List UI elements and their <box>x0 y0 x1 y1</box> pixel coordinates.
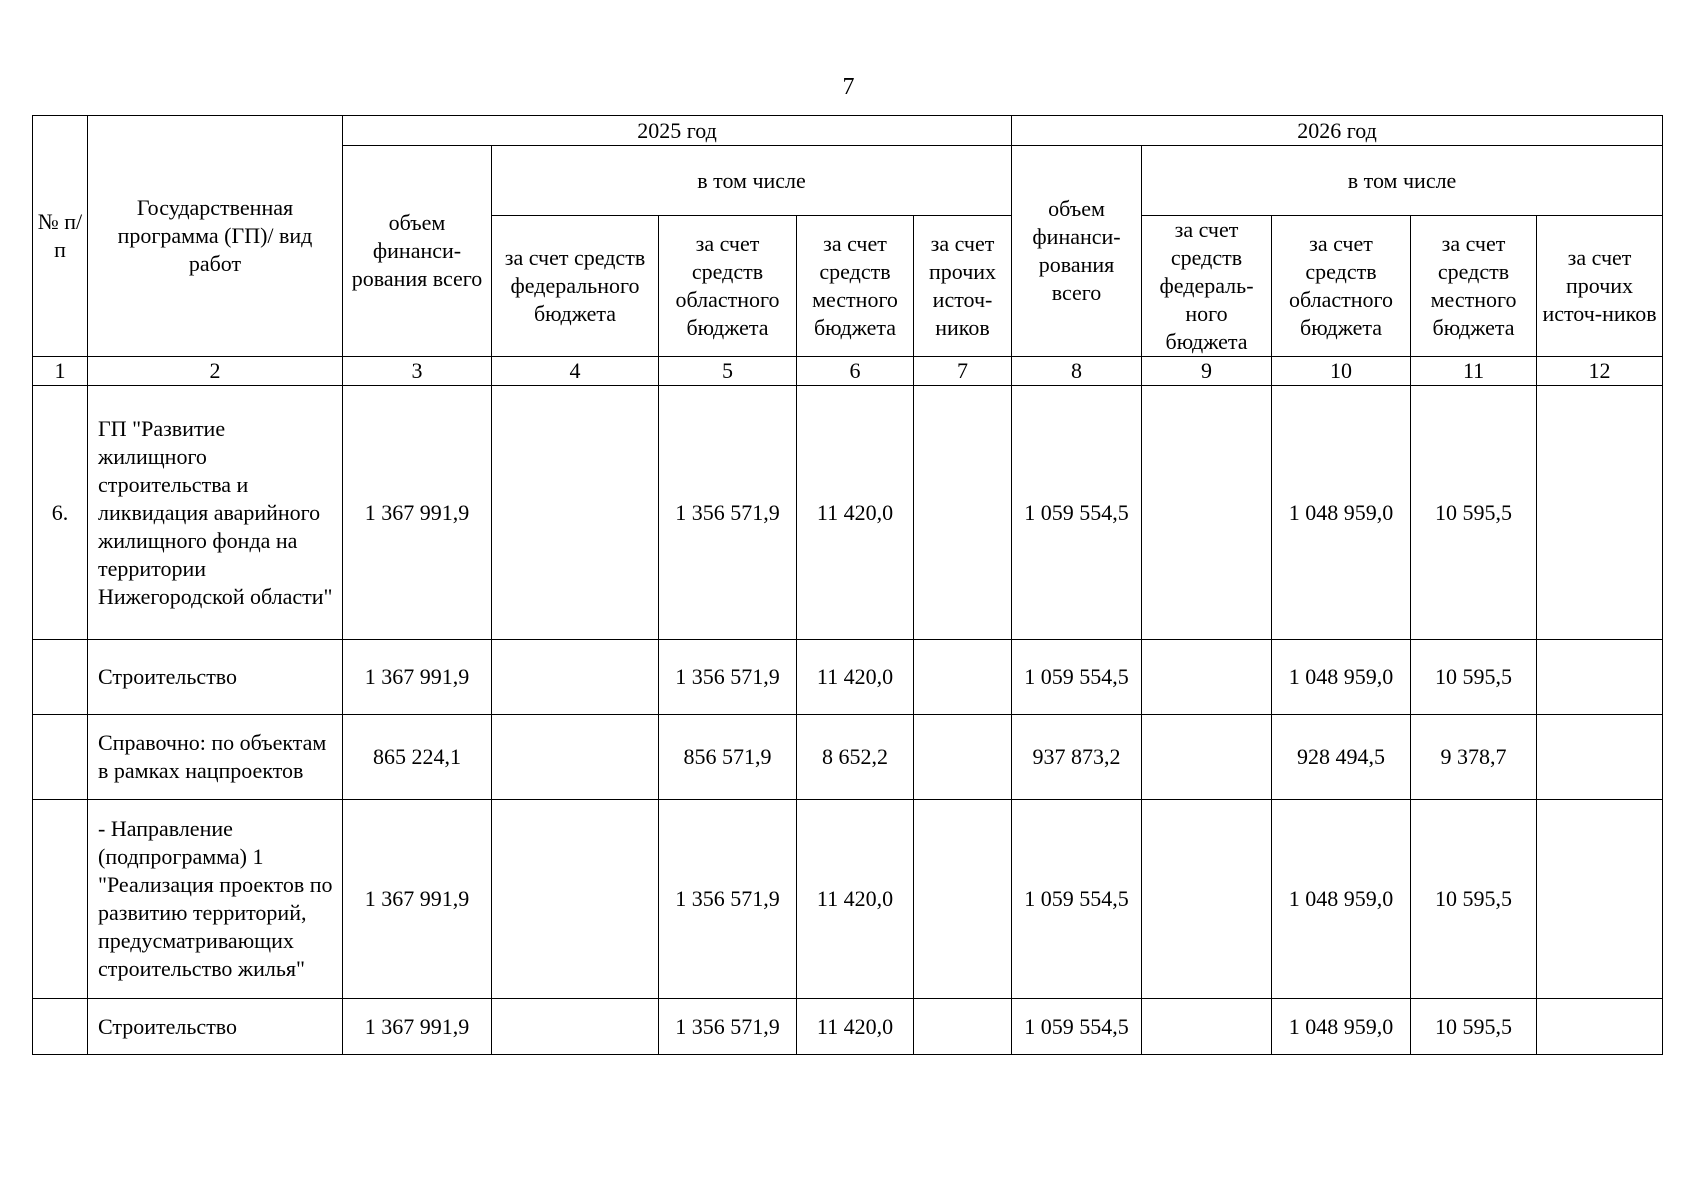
cell-c6: 8 652,2 <box>797 715 914 800</box>
header-oth-2026: за счет прочих источ-ников <box>1537 216 1663 357</box>
cell-c8: 1 059 554,5 <box>1012 386 1142 640</box>
cell-c8: 1 059 554,5 <box>1012 800 1142 999</box>
funding-table <box>32 115 1663 1055</box>
column-number: 3 <box>343 357 492 386</box>
cell-c5: 1 356 571,9 <box>659 640 797 715</box>
header-program: Государственная программа (ГП)/ вид работ <box>88 116 343 357</box>
cell-name: ГП "Развитие жилищного строительства и ликвидация аварийного жилищного фонда на территории Нижегородской области" <box>88 386 343 640</box>
column-number: 5 <box>659 357 797 386</box>
cell-c6: 11 420,0 <box>797 640 914 715</box>
column-number: 10 <box>1272 357 1411 386</box>
cell-c5: 1 356 571,9 <box>659 386 797 640</box>
cell-name: Строительство <box>88 640 343 715</box>
cell-name: - Направление (подпрограмма) 1 "Реализация проектов по развитию территорий, предусматривающих строительство жилья" <box>88 800 343 999</box>
cell-c7 <box>914 715 1012 800</box>
cell-c11: 10 595,5 <box>1411 386 1537 640</box>
cell-c12 <box>1537 800 1663 999</box>
column-number: 8 <box>1012 357 1142 386</box>
cell-c12 <box>1537 999 1663 1055</box>
cell-c8: 1 059 554,5 <box>1012 999 1142 1055</box>
cell-no: 6. <box>33 386 88 640</box>
table-row <box>33 800 1663 999</box>
cell-c12 <box>1537 715 1663 800</box>
column-number: 2 <box>88 357 343 386</box>
cell-c12 <box>1537 640 1663 715</box>
cell-c5: 856 571,9 <box>659 715 797 800</box>
cell-c9 <box>1142 715 1272 800</box>
cell-c4 <box>492 715 659 800</box>
table-row <box>33 999 1663 1055</box>
cell-c4 <box>492 800 659 999</box>
cell-c7 <box>914 800 1012 999</box>
cell-c5: 1 356 571,9 <box>659 999 797 1055</box>
cell-c9 <box>1142 640 1272 715</box>
cell-c10: 928 494,5 <box>1272 715 1411 800</box>
cell-c5: 1 356 571,9 <box>659 800 797 999</box>
header-total-2025: объем финанси-рования всего <box>343 146 492 357</box>
cell-c9 <box>1142 999 1272 1055</box>
cell-no <box>33 999 88 1055</box>
cell-c9 <box>1142 386 1272 640</box>
header-year-2025: 2025 год <box>343 116 1012 146</box>
cell-c10: 1 048 959,0 <box>1272 999 1411 1055</box>
cell-c3: 1 367 991,9 <box>343 640 492 715</box>
header-fed-2025: за счет средств федерального бюджета <box>492 216 659 357</box>
header-no: № п/п <box>33 116 88 357</box>
cell-no <box>33 640 88 715</box>
header-year-2026: 2026 год <box>1012 116 1663 146</box>
header-incl-2026: в том числе <box>1142 146 1663 216</box>
cell-c6: 11 420,0 <box>797 999 914 1055</box>
cell-c10: 1 048 959,0 <box>1272 386 1411 640</box>
cell-c12 <box>1537 386 1663 640</box>
header-loc-2026: за счет средств местного бюджета <box>1411 216 1537 357</box>
cell-c8: 1 059 554,5 <box>1012 640 1142 715</box>
cell-no <box>33 800 88 999</box>
header-reg-2025: за счет средств областного бюджета <box>659 216 797 357</box>
cell-c10: 1 048 959,0 <box>1272 800 1411 999</box>
cell-no <box>33 715 88 800</box>
table-row <box>33 386 1663 640</box>
cell-c4 <box>492 640 659 715</box>
cell-c3: 1 367 991,9 <box>343 800 492 999</box>
column-number: 1 <box>33 357 88 386</box>
column-number: 6 <box>797 357 914 386</box>
cell-c11: 10 595,5 <box>1411 999 1537 1055</box>
cell-c4 <box>492 386 659 640</box>
cell-c10: 1 048 959,0 <box>1272 640 1411 715</box>
cell-c6: 11 420,0 <box>797 386 914 640</box>
header-fed-2026: за счет средств федераль-ного бюджета <box>1142 216 1272 357</box>
cell-c11: 9 378,7 <box>1411 715 1537 800</box>
cell-c3: 1 367 991,9 <box>343 386 492 640</box>
cell-name: Строительство <box>88 999 343 1055</box>
cell-c11: 10 595,5 <box>1411 640 1537 715</box>
column-number: 4 <box>492 357 659 386</box>
cell-c7 <box>914 999 1012 1055</box>
cell-c7 <box>914 640 1012 715</box>
cell-c9 <box>1142 800 1272 999</box>
table-row <box>33 640 1663 715</box>
cell-c3: 865 224,1 <box>343 715 492 800</box>
page-number: 7 <box>842 74 855 100</box>
header-incl-2025: в том числе <box>492 146 1012 216</box>
column-number: 7 <box>914 357 1012 386</box>
header-reg-2026: за счет средств областного бюджета <box>1272 216 1411 357</box>
column-number: 9 <box>1142 357 1272 386</box>
cell-c3: 1 367 991,9 <box>343 999 492 1055</box>
cell-c7 <box>914 386 1012 640</box>
column-number: 12 <box>1537 357 1663 386</box>
cell-c6: 11 420,0 <box>797 800 914 999</box>
header-total-2026: объем финанси-рования всего <box>1012 146 1142 357</box>
cell-c8: 937 873,2 <box>1012 715 1142 800</box>
header-loc-2025: за счет средств местного бюджета <box>797 216 914 357</box>
column-number: 11 <box>1411 357 1537 386</box>
cell-c4 <box>492 999 659 1055</box>
table-row <box>33 715 1663 800</box>
header-oth-2025: за счет прочих источ-ников <box>914 216 1012 357</box>
column-numbers-row <box>33 357 1663 386</box>
cell-name: Справочно: по объектам в рамках нацпроектов <box>88 715 343 800</box>
cell-c11: 10 595,5 <box>1411 800 1537 999</box>
